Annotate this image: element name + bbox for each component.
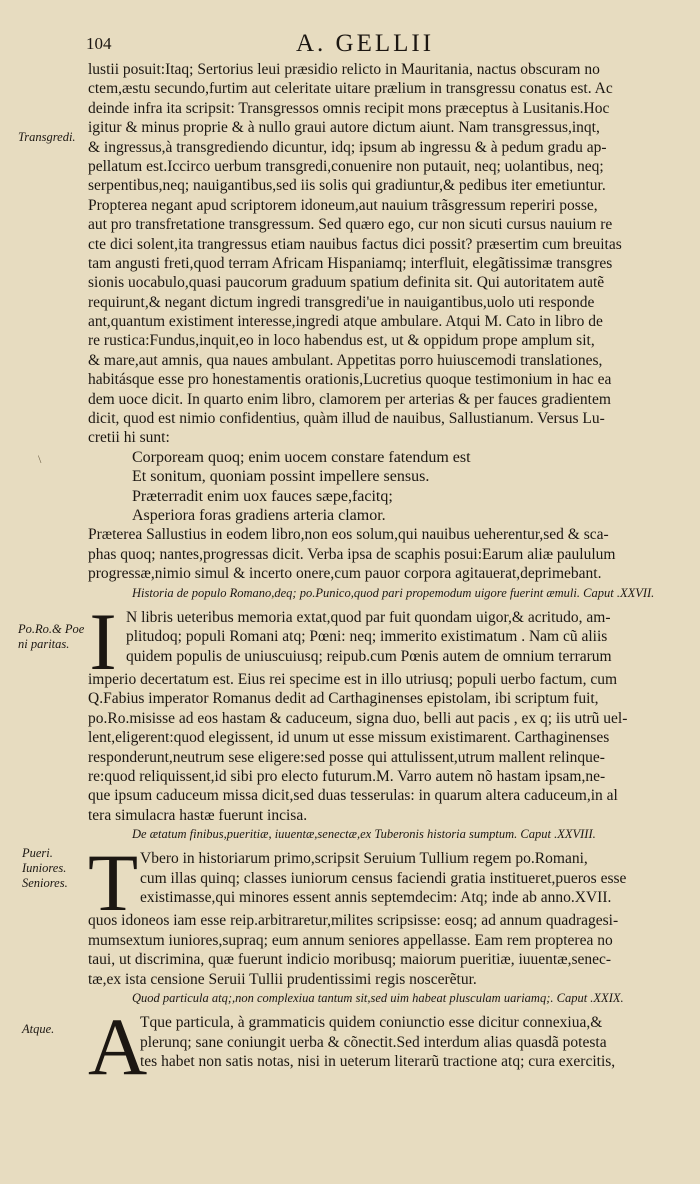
margin-mark: \ (38, 452, 42, 466)
text-column (88, 60, 682, 1075)
verse-line: Asperiora foras gradiens arteria clamor. (132, 506, 386, 524)
text-line: Tque particula, à grammaticis quidem coniunctio esse dicitur connexiua,& (140, 1014, 603, 1032)
text-line: lustii posuit:Itaq; Sertorius leui præsidio relicto in Mauritania, nactus obscuram no (88, 61, 600, 78)
chapter-heading-27: Historia de populo Romano,deq; po.Punico,quod pari propemodum uigore fuerint æmuli. Caput .XXVII. (132, 585, 655, 600)
verse-line: Corpoream quoq; enim uocem constare fatendum est (132, 448, 471, 466)
chapter-28-opening (88, 849, 682, 911)
running-head: A. GELLII (296, 30, 435, 57)
text-line: taui, ut discrimina, quæ fuerunt indicio moribusq; maiorum pueritiæ, iuuentæ,senec- (88, 951, 612, 969)
text-line: plerunq; sane coniungit uerba & cõnectit.Sed interdum alias quasdã potesta (140, 1033, 607, 1051)
chapter-heading-29: Quod particula atq;,non complexiua tantum sit,sed uim habeat plusculam uariamq;. Caput .XXIX. (132, 991, 624, 1006)
chapter-27-opening (88, 608, 682, 670)
text-line: phas quoq; nantes,progressas dicit. Verba ipsa de scaphis posui:Earum aliæ paululum (88, 545, 616, 563)
text-line: tam angusti freti,quod terram Africam Hispaniamq; interfluit, elegãtissimæ transgres (88, 254, 613, 272)
text-line: requirunt,& negant dictum ingredi transgredi'ue in nauigantibus,uolo uti responde (88, 293, 595, 311)
text-line: quidem populis de uniuscuiusq; reipub.cum Pœnis autem de omnium terrarum (126, 647, 612, 665)
text-line: tera simulacra hastæ fuerunt incisa. (88, 806, 308, 824)
text-line: pellatum est.Iccirco uerbum transgredi,conuenire non putauit, neq; uolantibus, neq; (88, 157, 604, 175)
page-number: 104 (86, 34, 112, 53)
text-line: cte dici solent,ita trangressus etiam nauibus factus dici possit? præsertim cum breuitas (88, 235, 622, 253)
text-line: quos idoneos iam esse reip.arbitraretur,milites scripsisse: eosq; ad annum quadragesi- (88, 912, 619, 930)
lucretius-verses (88, 448, 682, 526)
text-line: lent,eligerent:quod elegissent, id unum ut esse missum existimarent. Carthaginenses (88, 729, 610, 747)
margin-note-paritas: Po.Ro.& Poe ni paritas. (18, 622, 85, 651)
text-line: ant,quantum existiment interesse,ingredi atque ambulare. Atqui M. Cato in libro de (88, 313, 603, 331)
text-line: imperio decertatum est. Eius rei specime est in illo utriusq; populi uerbo factum, cum (88, 670, 618, 688)
text-line: re rustica:Fundus,inquit,eo in loco habendus est, ut & oppidum prope amplum sit, (88, 332, 595, 350)
chapter-heading-28: De ætatum finibus,pueritiæ, iuuentæ,senectæ,ex Tuberonis historia sumptum. Caput .XXVIII. (132, 827, 596, 842)
chapter-29-opening (88, 1013, 682, 1075)
text-line: dem uoce dicit. In quarto enim libro, clamorem per arterias & per fauces gradientem (88, 390, 611, 408)
text-line: N libris ueteribus memoria extat,quod par fuit quondam uigor,& acritudo, am- (126, 608, 611, 626)
margin-note-aetates: Pueri. Iuniores. Seniores. (22, 846, 68, 890)
text-line: Vbero in historiarum primo,scripsit Seruium Tullium regem po.Romani, (140, 850, 588, 868)
text-line: habitásque esse pro honestamentis orationis,Lucretius quoque testimonium in hac ea (88, 371, 612, 389)
page-header (0, 30, 700, 58)
drop-cap-i: I (89, 607, 117, 670)
chapter-28-body (88, 911, 682, 989)
paragraph-sallustius (88, 525, 682, 583)
text-line: dicit, quod est nimio confidentius, quàm illud de nauibus, Sallustianum. Versus Lu- (88, 410, 605, 428)
verse-line: Præterradit enim uox fauces sæpe,facitq; (132, 487, 393, 505)
text-line: igitur & minus proprie & à nullo graui autore dictum aiunt. Nam transgressus,inqt, (88, 119, 600, 137)
text-line: sionis uocabulo,quasi paucorum graduum spatium definita sit. Qui autoritatem autẽ (88, 274, 605, 292)
text-line: cretii hi sunt: (88, 429, 170, 447)
text-line: existimasse,qui minores essent annis septemdecim: Atq; inde ab anno.XVII. (140, 889, 612, 907)
drop-cap-t: T (88, 849, 139, 912)
text-line: Propterea negant apud scriptorem idoneum,aut nauium trãsgressum reperiri posse, (88, 196, 598, 214)
text-line: tes habet non satis notas, nisi in ueterum literarũ tractione atq; cura exercitis, (140, 1053, 616, 1071)
text-line: responderunt,neutrum sese eligere:sed posse qui attulissent,utrum mallent relinque- (88, 748, 605, 766)
text-line: progressæ,nimio simul & incerto onere,cum pauor corpora agitauerat,deprimebant. (88, 565, 602, 583)
text-line: Q.Fabius imperator Romanus dedit ad Carthaginenses epistolam, ibi scriptum fuit, (88, 690, 599, 708)
text-line: re:quod reliquissent,id sibi pro electo futurum.M. Varro autem nõ hastam ipsam,ne- (88, 767, 606, 785)
text-line: cum illas quinq; classes iuniorum census faciendi gratia institueret,pueros esse (140, 869, 627, 887)
text-line: ctem,æstu secundo,furtim aut celeritate uitare prælium in transgressu conatus est. Ac (88, 80, 613, 98)
text-line: plitudoq; populi Romani atq; Pœni: neq; immerito existimatum . Nam cũ aliis (126, 628, 608, 646)
text-line: mumsextum iuniores,supraq; eum annum seniores appellasse. Eam rem propterea no (88, 931, 613, 949)
drop-cap-a: A (88, 1013, 148, 1076)
text-line: tæ,ex ista censione Seruii Tullii prudentissimi regis noscerẽtur. (88, 970, 477, 988)
paragraph-transgredi (88, 60, 682, 448)
text-line: aut pro transfretatione transgressum. Sed quæro ego, cur non sicuti cursus nauium re (88, 216, 613, 234)
verse-line: Et sonitum, quoniam possint impellere sensus. (132, 468, 430, 486)
margin-note-atque: Atque. (22, 1022, 55, 1036)
margin-note-transgredi: Transgredi. (18, 130, 76, 144)
text-line: po.Ro.misisse ad eos hastam & caduceum, signa duo, belli aut pacis , ex q; iis utrũ uel- (88, 709, 628, 727)
text-line: que ipsum caduceum missa dicit,sed duas tesserulas: in quarum altera caduceum,in al (88, 787, 618, 805)
text-line: & ingressus,à transgrediendo dicuntur, idq; ipsum ab ingressu & à pedum gradu ap- (88, 138, 607, 156)
text-line: serpentibus,neq; nauigantibus,sed iis solis qui gradiuntur,& pedibus iter emetiuntur. (88, 177, 606, 195)
text-line: & mare,aut amnis, qua naues ambulant. Appetitas porro huiuscemodi translationes, (88, 351, 603, 369)
text-line: Præterea Sallustius in eodem libro,non eos solum,qui nauibus ueherentur,sed & sca- (88, 526, 609, 544)
chapter-27-body (88, 670, 682, 825)
text-line: deinde infra ita scripsit: Transgressos omnis recipit mons præceptus à Lusitanis.Hoc (88, 99, 610, 117)
